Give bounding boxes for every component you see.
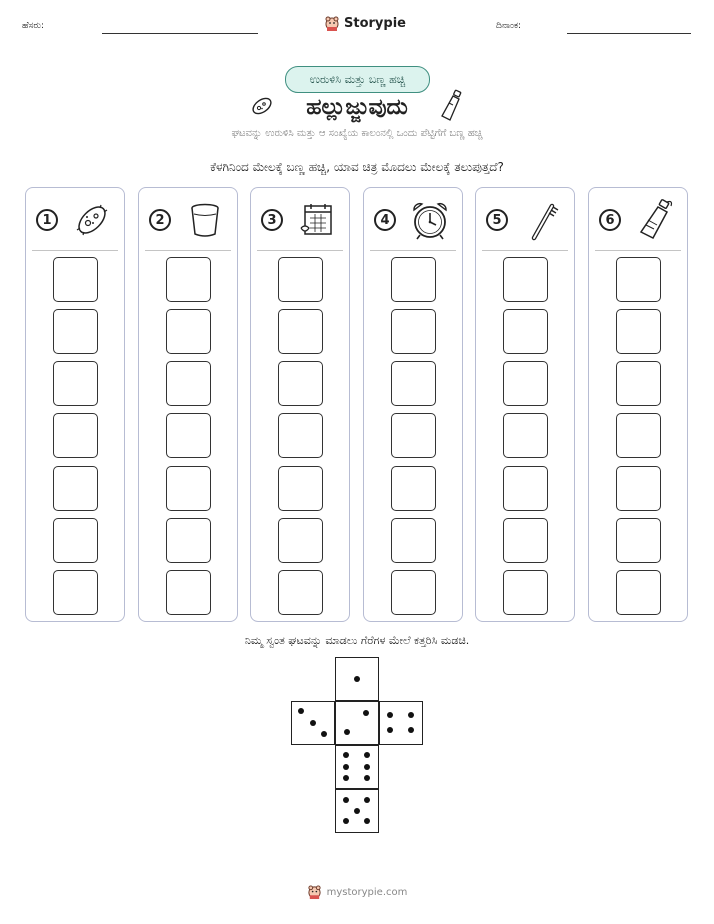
column-6 [588,187,688,622]
column-divider [32,250,118,251]
page-title: ಹಲ್ಲುಜ್ಜುವುದು [306,95,408,120]
color-box[interactable] [53,309,98,354]
toothpaste-icon [633,198,677,242]
color-box[interactable] [278,518,323,563]
die-pip [343,764,349,770]
column-number: 1 [36,209,58,231]
color-box[interactable] [53,257,98,302]
footer [0,884,714,900]
color-box[interactable] [503,361,548,406]
calendar-icon [295,198,339,242]
column-divider [257,250,343,251]
color-box[interactable] [391,309,436,354]
title-toothpaste-icon [439,89,465,123]
dice-instruction: ನಿಮ್ಮ ಸ್ವಂತ ಘಟವನ್ನು ಮಾಡಲು ಗೆರೆಗಳ ಮೇಲೆ ಕತ್ತರಿಸಿ ಮಡಚಿ. [244,634,470,647]
column-number: 4 [374,209,396,231]
die-face-2 [335,701,379,745]
activity-badge [285,66,430,93]
color-box[interactable] [503,466,548,511]
color-box[interactable] [616,309,661,354]
die-face-1 [335,657,379,701]
die-pip [364,764,370,770]
column-divider [595,250,681,251]
color-box[interactable] [53,466,98,511]
cup-icon [183,198,227,242]
die-pip [364,797,370,803]
color-box[interactable] [166,466,211,511]
column-divider [145,250,231,251]
die-pip [408,712,414,718]
column-2 [138,187,238,622]
column-1 [25,187,125,622]
color-box[interactable] [391,518,436,563]
die-face-3 [291,701,335,745]
column-4 [363,187,463,622]
color-box[interactable] [391,257,436,302]
color-box[interactable] [503,518,548,563]
footer-mascot-icon [307,884,322,900]
color-box[interactable] [616,518,661,563]
column-number: 2 [149,209,171,231]
color-box[interactable] [278,466,323,511]
column-divider [370,250,456,251]
color-box[interactable] [503,309,548,354]
color-box[interactable] [616,257,661,302]
alarm-clock-icon [408,198,452,242]
column-3 [250,187,350,622]
die-pip [354,676,360,682]
column-number: 5 [486,209,508,231]
color-box[interactable] [503,257,548,302]
question-text: ಕೆಳಗಿನಿಂದ ಮೇಲಕ್ಕೆ ಬಣ್ಣ ಹಚ್ಚಿ, ಯಾವ ಚಿತ್ರ ಮೊದಲು ಮೇಲಕ್ಕೆ ತಲುಪುತ್ತದೆ? [210,160,504,174]
die-face-6 [335,745,379,789]
activity-badge-text: ಉರುಳಿಸಿ ಮತ್ತು ಬಣ್ಣ ಹಚ್ಚಿ [309,72,406,86]
color-box[interactable] [166,257,211,302]
die-face-5 [335,789,379,833]
die-pip [364,752,370,758]
die-pip [387,727,393,733]
die-pip [344,729,350,735]
color-box[interactable] [53,518,98,563]
brand-name: Storypie [344,15,406,31]
brand-logo [324,13,406,33]
die-face-4 [379,701,423,745]
die-pip [298,708,304,714]
die-pip [354,808,360,814]
color-box[interactable] [278,309,323,354]
color-box[interactable] [166,309,211,354]
color-box[interactable] [166,570,211,615]
color-box[interactable] [53,413,98,458]
date-label: ದಿನಾಂಕ: [496,21,522,31]
die-pip [343,775,349,781]
color-box[interactable] [278,570,323,615]
column-number: 3 [261,209,283,231]
die-pip [310,720,316,726]
die-pip [364,775,370,781]
color-box[interactable] [166,361,211,406]
color-box[interactable] [278,257,323,302]
storypie-mascot-icon [324,15,340,32]
color-box[interactable] [391,466,436,511]
color-box[interactable] [616,413,661,458]
germ-icon [70,198,114,242]
name-label: ಹೆಸರು: [22,21,45,31]
toothbrush-icon [520,198,564,242]
color-box[interactable] [278,361,323,406]
color-box[interactable] [503,413,548,458]
name-line [102,33,258,34]
color-box[interactable] [391,570,436,615]
color-box[interactable] [616,570,661,615]
color-box[interactable] [278,413,323,458]
column-divider [482,250,568,251]
color-box[interactable] [391,361,436,406]
page-subtitle: ಘಟವನ್ನು ಉರುಳಿಸಿ ಮತ್ತು ಆ ಸಂಖ್ಯೆಯ ಕಾಲಂನಲ್ಲಿ ಒಂದು ಪೆಟ್ಟಿಗೆಗೆ ಬಣ್ಣ ಹಚ್ಚಿ [231,128,483,139]
color-box[interactable] [53,361,98,406]
color-box[interactable] [503,570,548,615]
color-box[interactable] [53,570,98,615]
column-5 [475,187,575,622]
color-box[interactable] [616,361,661,406]
die-pip [387,712,393,718]
die-pip [343,818,349,824]
die-pip [321,731,327,737]
die-pip [408,727,414,733]
column-number: 6 [599,209,621,231]
color-box[interactable] [391,413,436,458]
color-box[interactable] [166,518,211,563]
die-pip [363,710,369,716]
date-line [567,33,691,34]
color-box[interactable] [166,413,211,458]
color-box[interactable] [616,466,661,511]
die-pip [364,818,370,824]
footer-url[interactable]: mystorypie.com [326,886,408,898]
die-pip [343,797,349,803]
die-pip [343,752,349,758]
